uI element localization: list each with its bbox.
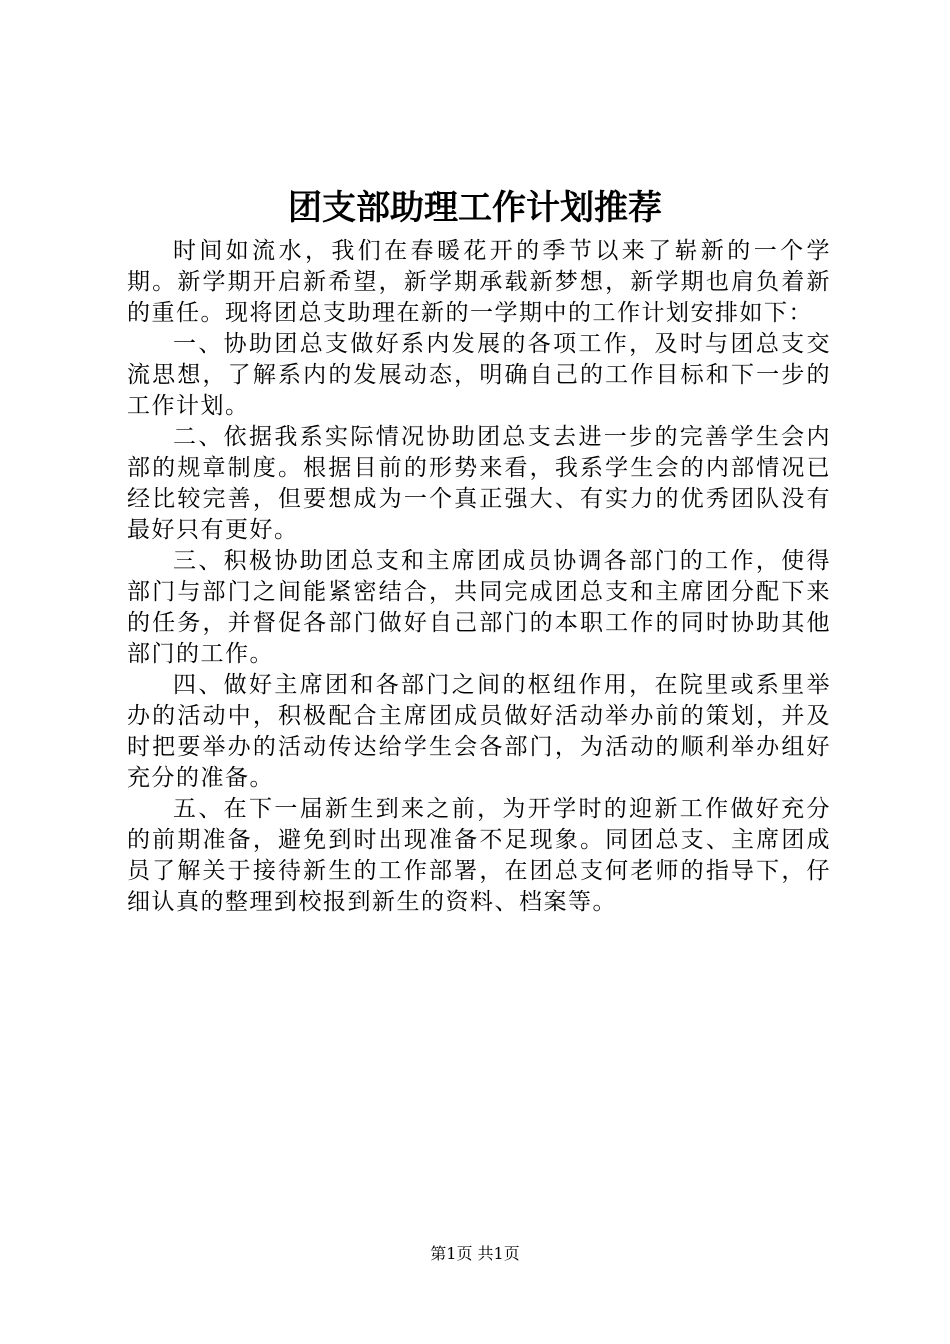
paragraph-item-5: 五、在下一届新生到来之前，为开学时的迎新工作做好充分的前期准备，避免到时出现准备不足现象。同团总支、主席团成员了解关于接待新生的工作部署，在团总支何老师的指导下，仔细认真的整理到校报到新生的资料、档案等。 [127, 796, 831, 915]
paragraph-intro: 时间如流水，我们在春暖花开的季节以来了崭新的一个学期。新学期开启新希望，新学期承载新梦想，新学期也肩负着新的重任。现将团总支助理在新的一学期中的工作计划安排如下： [127, 238, 831, 326]
document-body [127, 236, 831, 918]
paragraph-item-1: 一、协助团总支做好系内发展的各项工作，及时与团总支交流思想，了解系内的发展动态，明确自己的工作目标和下一步的工作计划。 [127, 331, 831, 419]
paragraph-item-2: 二、依据我系实际情况协助团总支去进一步的完善学生会内部的规章制度。根据目前的形势来看，我系学生会的内部情况已经比较完善，但要想成为一个真正强大、有实力的优秀团队没有最好只有更好。 [127, 424, 831, 543]
document-title: 团支部助理工作计划推荐 [288, 188, 662, 228]
page-footer: 第1页 共1页 [430, 1244, 520, 1263]
paragraph-item-4: 四、做好主席团和各部门之间的枢纽作用，在院里或系里举办的活动中，积极配合主席团成员做好活动举办前的策划，并及时把要举办的活动传达给学生会各部门，为活动的顺利举办组好充分的准备。 [127, 672, 831, 791]
paragraph-item-3: 三、积极协助团总支和主席团成员协调各部门的工作，使得部门与部门之间能紧密结合，共同完成团总支和主席团分配下来的任务，并督促各部门做好自己部门的本职工作的同时协助其他部门的工作。 [127, 548, 831, 667]
